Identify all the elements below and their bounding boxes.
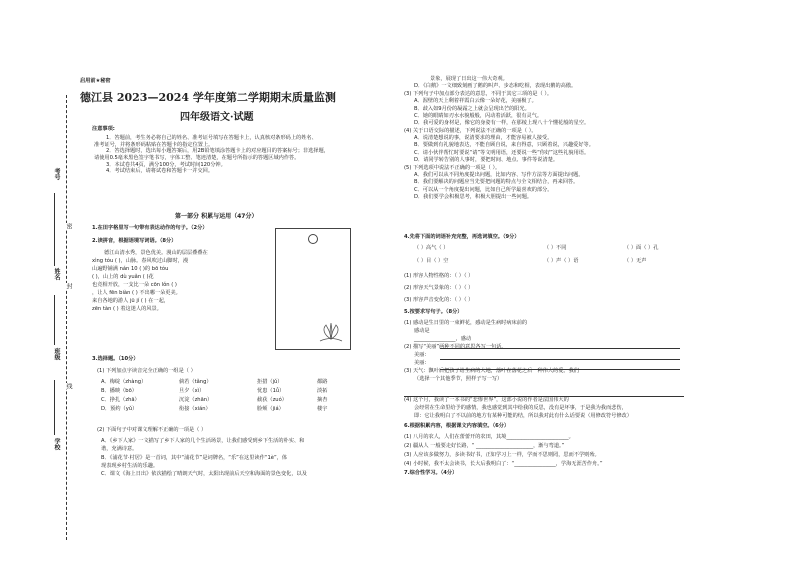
right-line: D．《白鹅》一文细致刻画了鹅的叫声、步态和吃相，表现出鹅的高傲。	[414, 83, 577, 90]
q6-line: (3) 人应该多做努力，多读书好书，正如学习上一样，学而不思则罔，思而不学则殆。	[404, 452, 600, 459]
q6-line: (2) 疆从人 一般要走好长路，“ ______________________，渐与弯道。”	[404, 443, 565, 450]
q5-line: 美丽：	[414, 360, 430, 367]
q5-line: 会经常在生命里给予的感情，我也感觉到其中给我的反思，没有是坏事，于是我为我而悲伤，	[414, 404, 627, 411]
xuexiao-blank	[54, 380, 56, 435]
note-line: 1．答题前，考生务必将自己的姓名、准考证号填写在答题卡上，认真核对条形码上的姓名、	[106, 135, 317, 141]
notes-heading: 注意事项:	[92, 126, 115, 132]
notes-list	[94, 135, 329, 175]
q3-option-row: A．梅绽（zhàng） 倘若（tǎng） 拒措（jǔ） 都路	[101, 379, 328, 385]
binding-line	[66, 95, 67, 540]
right-line: 景象，展现了日出这一伟大奇观。	[430, 76, 508, 82]
note-line: 4．考试结束后，请将试卷和答题卡一并交回。	[106, 168, 214, 175]
q5-answer-line-3	[440, 369, 680, 370]
side-label-xuexiao: 学校	[53, 438, 60, 450]
q2-line: ( )，山上的 dù yuǎn ( )花	[92, 274, 154, 281]
right-line: (5) 下列选项中说法不正确的一项是（ ）。	[404, 164, 501, 171]
bookmark-hole	[308, 234, 318, 244]
side-label-banji: 班级	[53, 348, 60, 360]
right-line: D．我们要学会积极思考，积极大胆提出一些问题。	[414, 194, 533, 200]
side-mark-mi: 密	[65, 223, 72, 229]
right-line: B．歧入如9月份的凝霜之上就会呈现出芒的阳光。	[414, 105, 530, 112]
q4-sub: (3) 形容声音变化的：（ ）（ ）	[404, 297, 474, 304]
q3-2-line: C．课文《海上日出》依次描绘了晴朗天气时，太阳出现前后天空和海面的景色变化，以及	[101, 471, 307, 478]
q2-line: zēn tàn ( ) 着这迷人的风景。	[92, 306, 162, 313]
secret-label: 启用前★秘密	[80, 78, 111, 84]
q5-line: (1) 感动是生日里的一束鲜花，感动是生病时病床前的	[404, 320, 528, 326]
q2-line: 来自各地的游人 jū jí ( ) 在一起，	[92, 298, 169, 305]
right-line: A．说清楚想说的事，说清要求的理由，才能容易被人接受。	[414, 135, 553, 141]
right-line: D．请同学转告别的人事时，要把时间、地点、事件等说清楚。	[414, 157, 559, 164]
q4-subs	[404, 270, 473, 307]
right-line: C．请小伙伴帮忙时要说“请”等文明用语，还要说一些“你好”这些礼貌用语。	[414, 149, 590, 156]
q3-1-text: (1) 下列加点字读音完全正确的一组是（ ）	[97, 368, 196, 374]
right-line: (4) 关于口语交际的描述，下列说法不正确的一项是（ ）。	[404, 127, 537, 134]
q6-line: (4) 小时候，我不太会读书，长大后我明白了：“________________，学海无涯苦作舟。”	[404, 461, 603, 468]
side-label-kaohao: 考号	[53, 168, 60, 180]
q3-2-options	[101, 437, 307, 479]
right-line: D．我可爱的身材是，像它的身姿有一样，在那棱上现八十个懂花般的星空。	[414, 120, 590, 127]
q1-text: 1.在田字格里写一句带有表达动作的句子。（2分）	[92, 225, 208, 231]
q6-text: 6.根据积累内容，根据课文内容填空。（6分）	[404, 423, 510, 429]
q5-line: (3) 天气：飘叶后把孩子给生病的大地，落叶在落花之后一种伟大的爱。我们	[404, 368, 579, 375]
q2-passage	[92, 249, 208, 314]
q3-2-line: A．《乡下人家》一文描写了乡下人家的几个生活场景，让我们感受到乡下生活的朴实、和	[101, 438, 305, 444]
exam-title: 德江县 2023—2024 学年度第二学期期末质量监测	[80, 91, 336, 104]
bookmark-card	[275, 228, 351, 350]
q4-sub: (1) 形容人物性格的：（ ）（ ）	[404, 273, 474, 279]
side-mark-xian: 线	[65, 383, 72, 389]
q3-2-line: 谐，充满诗意。	[101, 446, 138, 453]
q4-text: 4.先将下面的词语补充完整，再选词填空。（9分）	[404, 234, 520, 240]
q5-line: ________________，感动	[414, 336, 472, 343]
right-line: B．我们要解决的问题应当先要把问题的特点与全文相结合，再来回答。	[414, 179, 579, 186]
q6-block	[404, 433, 603, 469]
right-line: C．可以从一个角度提出问题，比如自己所学最喜欢的部分。	[414, 186, 553, 193]
q5-line: (4) 这个月，我读了一本书的“悲惨世界”，这部小说的作者是法国伟大的	[404, 396, 569, 403]
q2-line: xìng tóu ( )，山脉。春风吹过山脚时，漫	[92, 258, 189, 265]
q3-option-row: D．预约（yǔ） 衔接（xián） 脸颊（jiá） 楼宇	[101, 406, 328, 413]
note-line: 3．本试卷共4页，满分100分，考试时间120分钟。	[106, 161, 226, 168]
note-line: 准考证号，并将条形码粘贴在答题卡的指定位置上。	[94, 141, 214, 148]
right-line: (3) 下列句子中加点部分表达的意思，不同于其它三项的是（ ）。	[404, 90, 553, 97]
q5-line: 即：它让我明白了不以前的地方有某种可能的结，所以我对此有什么话要说（用修改符号修改）	[414, 412, 632, 419]
right-line: B．要做到有礼貌地表达，不能自顾自说，来自得意，只顾着说，兴趣爱好等。	[414, 142, 594, 149]
note-line: 2．答选择题时，选出每小题答案后，用2B铅笔填涂答题卡上的对应题目的答案标号；非选择题，	[106, 148, 329, 155]
q5-line: (2) 描写“美丽”两种不同的意思各写一句话。	[404, 344, 507, 351]
q2-line: ，让人 fēn biàn ( ) 不出哪一朵更美。	[92, 290, 181, 297]
part1-heading: 第一部分 积累与运用（47分）	[175, 213, 258, 220]
right-line: A．我们可以从不同角度提出问题，比如内容、写作方法等方面提出问题。	[414, 171, 584, 178]
right-line: C．她的眼睛如刃水水貌般般，闪动着活跃，很有灵气。	[414, 112, 543, 119]
q2-text: 2.读拼音，根据语境写词语。（8分）	[92, 238, 177, 244]
note-line: 请使用0.5毫米黑色签字笔书写，字体工整、笔迹清楚，在题号所指示的答题区域内作答。	[94, 154, 300, 161]
q5-line: （选择一个其他季节，照样子写一写）	[414, 376, 503, 383]
q3-2-line: B．《浦花节·村居》是一首词，其中“浦花节”是词牌名，“乐”在这里读作“1è”，体	[101, 454, 288, 461]
q3-text: 3.选择题。（10分）	[92, 356, 139, 362]
exam-subtitle: 四年级语文·试题	[180, 112, 254, 123]
q3-option-row: C．挣扎（zhā） 沉淀（zhān） 截获（zuó） 摘杏	[101, 397, 328, 404]
q4-sub: (2) 形容天气景象的：（ ）（ ）	[404, 285, 474, 292]
banji-blank	[54, 295, 56, 345]
q5-answer-line-2	[440, 359, 680, 360]
q2-line: 山遍野铺满 nán 10 ( )的 bō tóu	[92, 266, 169, 273]
q5-line: 感动是	[414, 328, 430, 335]
q2-line: 德江山清水秀，景色优美。漫山的层层叠叠在	[104, 250, 208, 256]
side-label-xingming: 姓名	[53, 268, 60, 280]
q3-2-line: 现表现乡村生活的乐趣。	[101, 462, 159, 469]
right-top-block	[404, 76, 594, 201]
q4-row-2: （ ）目（ ）空 （ ）声（ ）语 （ ）无声	[414, 258, 647, 264]
lotus-icon	[316, 321, 346, 343]
side-mark-feng: 封	[65, 283, 72, 289]
q5-answer-line-4	[404, 396, 684, 397]
q2-line: 也竞相开放，一支比一朵 cōn lǒn ( )	[92, 282, 177, 289]
q4-row-1: （ ）高气（ ） （ ）不同 （ ）面（ ）孔	[414, 245, 659, 251]
q3-2-text: (2) 下面句子中对课文理解不正确的一项是（ ）	[97, 427, 207, 433]
q3-options	[101, 378, 327, 414]
q5-text: 5.按要求写句子。（8分）	[404, 309, 463, 315]
q7-text: 7.综合性学习。（4分）	[404, 470, 458, 476]
q6-line: (1) 八月的农人，人们在蕾蕾开的农田，其境________________________。	[404, 434, 574, 440]
q5-answer-line-1	[440, 348, 680, 349]
xingming-blank	[54, 228, 56, 266]
q3-option-row: B．播映（bō） 旦夕（xì） 忧患（1ǚ） 淡拓	[101, 388, 328, 395]
q5-line: 美丽：	[414, 352, 430, 359]
right-line: A．渥壁的天上剩着祥霞白云像一朵好花，美丽极了。	[414, 98, 537, 105]
